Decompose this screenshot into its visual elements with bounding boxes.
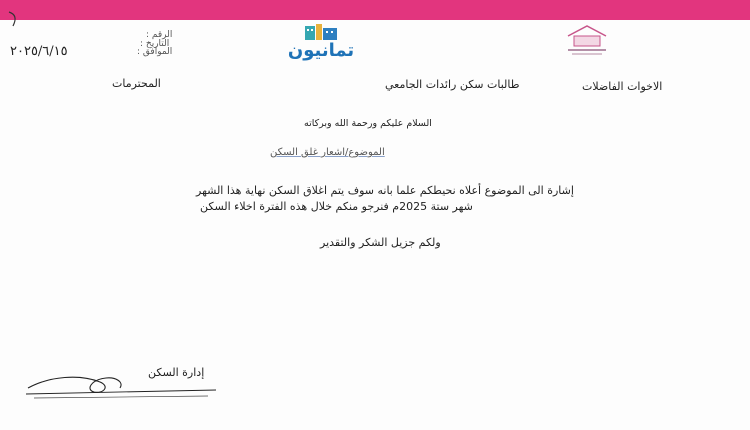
hijri-label: الموافق :	[137, 47, 173, 57]
date-label: التاريخ :	[140, 39, 170, 49]
letter-page	[0, 20, 750, 430]
addressee-left: المحترمات	[112, 77, 161, 90]
handwritten-signature	[20, 368, 220, 408]
corner-flourish-icon	[5, 6, 35, 32]
top-accent-band	[0, 0, 750, 20]
body-line-2: شهر ستة 2025م فنرجو منكم خلال هذه الفترة اخلاء السكن	[200, 200, 473, 213]
ref-label: الرقم :	[146, 30, 173, 40]
closing-line: ولكم جزيل الشكر والتقدير	[320, 236, 441, 249]
addressee-right: الاخوات الفاضلات	[582, 80, 663, 93]
organization-emblem-icon	[562, 22, 612, 56]
body-line-1: إشارة الى الموضوع أعلاه نحيطكم علما بانه سوف يتم اغلاق السكن نهاية هذا الشهر	[196, 184, 574, 197]
center-logo	[286, 24, 356, 61]
addressee-center: طالبات سكن رائدات الجامعي	[385, 78, 520, 91]
signature-title: إدارة السكن	[148, 366, 205, 379]
subject-line: الموضوع/اشعار غلق السكن	[270, 147, 385, 158]
buildings-logo-icon	[303, 24, 339, 40]
greeting-line: السلام عليكم ورحمة الله وبركاته	[304, 118, 432, 129]
center-logo-text: تمانيون	[287, 40, 355, 61]
handwritten-date: ٢٠٢٥/٦/١٥	[10, 44, 68, 59]
